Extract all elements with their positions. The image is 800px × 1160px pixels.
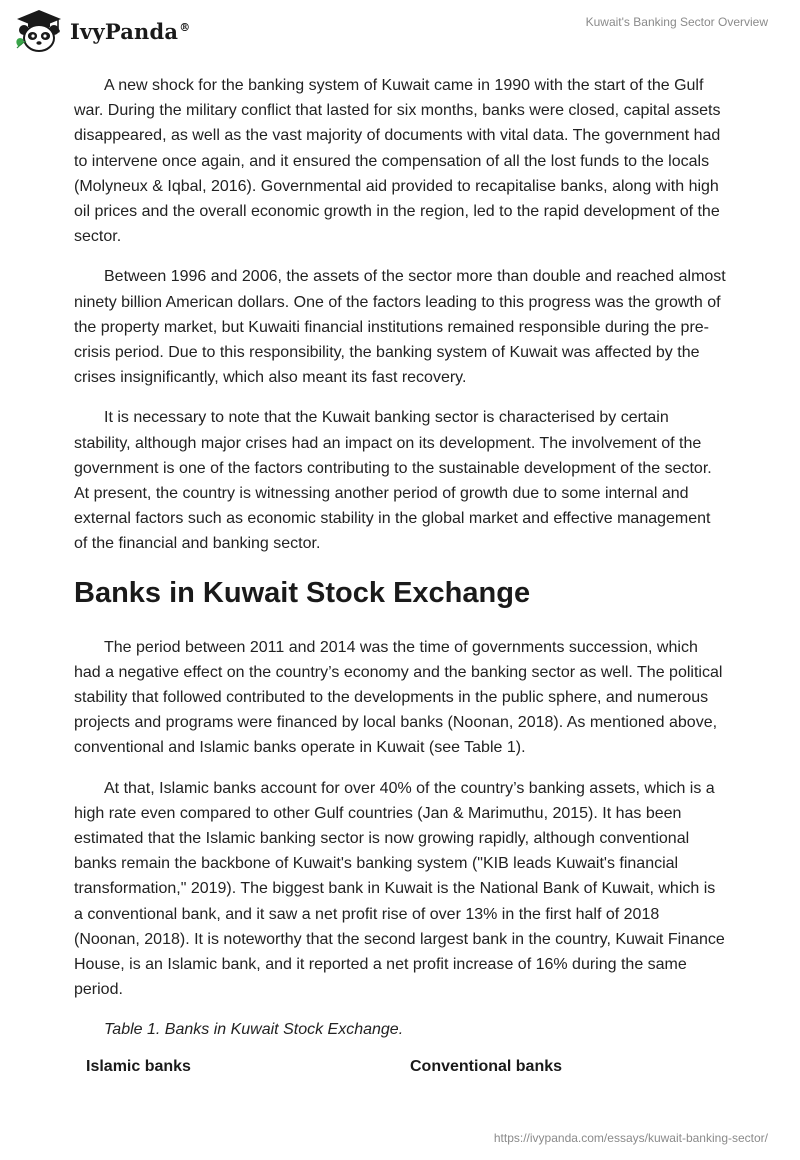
- page-header: [0, 0, 800, 60]
- table-caption: Table 1. Banks in Kuwait Stock Exchange.: [104, 1020, 404, 1038]
- paragraph: Between 1996 and 2006, the assets of the sector more than double and reached almost ninety billion American dollars. One of the factors leading to this progress was the growth of the property market, but Kuwaiti financial institutions remained responsible during the pre-crisis period. Due to this responsibility, the banking system of Kuwait was affected by the crises insignificantly, which also meant its fast recovery.: [74, 268, 726, 387]
- document-title: Kuwait's Banking Sector Overview: [585, 15, 768, 29]
- logo-text: IvyPanda®: [70, 18, 191, 44]
- table-header-conventional: Conventional banks: [410, 1057, 563, 1075]
- table-header-row: [74, 1058, 726, 1076]
- essay-content: [74, 73, 726, 1076]
- source-url[interactable]: https://ivypanda.com/essays/kuwait-banking-sector/: [493, 1131, 768, 1145]
- panda-icon: [14, 8, 64, 54]
- ivypanda-logo[interactable]: [14, 8, 190, 54]
- table-header-islamic: Islamic banks: [86, 1057, 191, 1075]
- section-heading: Banks in Kuwait Stock Exchange: [74, 576, 531, 609]
- paragraph: The period between 2011 and 2014 was the time of governments succession, which had a negative effect on the country’s economy and the banking sector as well. The political stability that followed contributed to the developments in the public sphere, and numerous projects and programs were financed by local banks (Noonan, 2018). As mentioned above, conventional and Islamic banks operate in Kuwait (see Table 1).: [74, 638, 723, 757]
- paragraph: A new shock for the banking system of Kuwait came in 1990 with the start of the Gulf war. During the military conflict that lasted for six months, banks were closed, capital assets disappeared, as well as the vast majority of documents with vital data. The government had to intervene once again, and it ensured the compensation of all the lost funds to the locals (Molyneux & Iqbal, 2016). Governmental aid provided to recapitalise banks, along with high oil prices and the overall economic growth in the region, led to the rapid development of the sector.: [74, 77, 721, 246]
- paragraph: It is necessary to note that the Kuwait banking sector is characterised by certain stability, although major crises had an impact on its development. The involvement of the government is one of the factors contributing to the sustainable development of the sector. At present, the country is witnessing another period of growth due to some internal and external factors such as economic stability in the global market and effective management of the financial and banking sector.: [74, 409, 712, 553]
- paragraph: At that, Islamic banks account for over 40% of the country’s banking assets, which is a high rate even compared to other Gulf countries (Jan & Marimuthu, 2015). It has been estimated that the Islamic banking sector is now growing rapidly, although conventional banks remain the backbone of Kuwait's banking system ("KIB leads Kuwait's financial transformation," 2019). The biggest bank in Kuwait is the National Bank of Kuwait, which is a conventional bank, and it saw a net profit rise of over 13% in the first half of 2018 (Noonan, 2018). It is noteworthy that the second largest bank in the country, Kuwait Finance House, is an Islamic bank, and it reported a net profit increase of 16% during the same period.: [74, 779, 725, 999]
